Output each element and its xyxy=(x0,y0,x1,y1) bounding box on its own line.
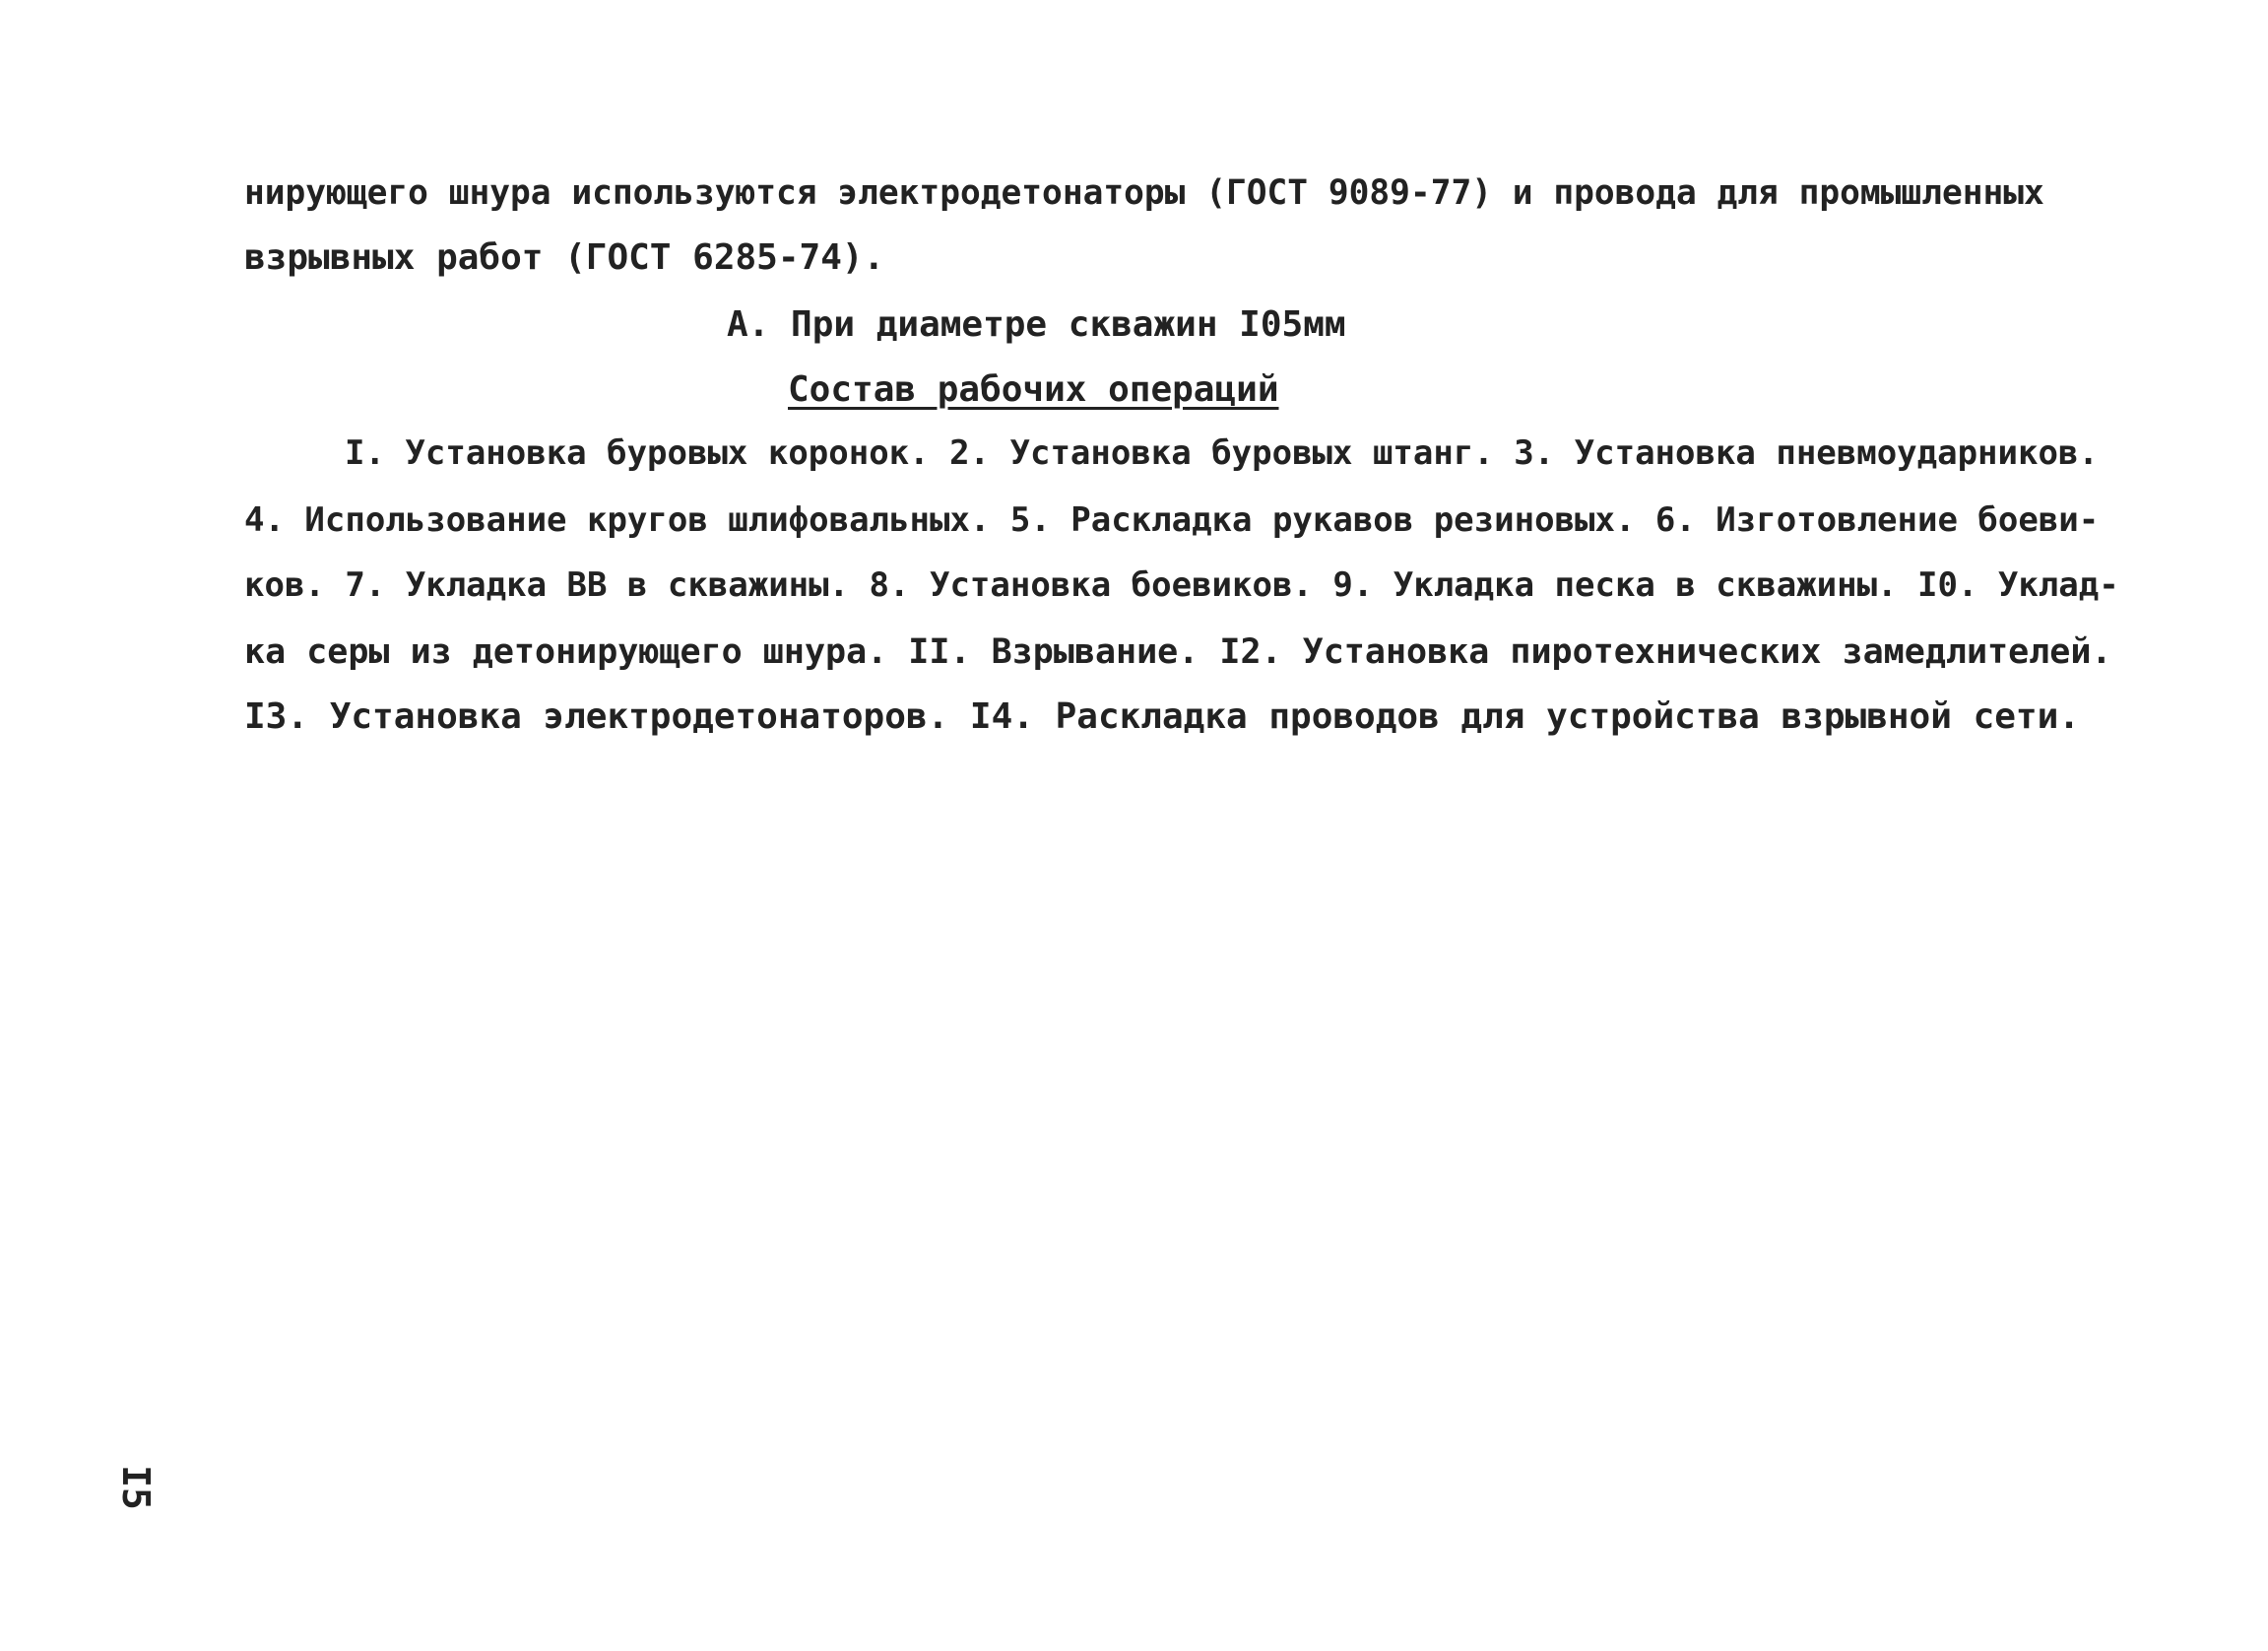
intro-line-2: взрывных работ (ГОСТ 6285-74). xyxy=(244,237,885,278)
page-number: I5 xyxy=(114,1465,158,1510)
operations-line-1: I. Установка буровых коронок. 2. Установка буровых штанг. 3. Установка пневмоударников. xyxy=(345,433,2099,473)
operations-line-4: ка серы из детонирующего шнура. II. Взрывание. I2. Установка пиротехнических замедлителей. xyxy=(244,632,2112,672)
operations-line-5: I3. Установка электродетонаторов. I4. Раскладка проводов для устройства взрывной сети. xyxy=(244,696,2080,737)
operations-line-3: ков. 7. Укладка ВВ в скважины. 8. Установка боевиков. 9. Укладка песка в скважины. I0. Уклад- xyxy=(244,565,2119,605)
subsection-title: Состав рабочих операций xyxy=(788,369,1279,410)
section-title: А. При диаметре скважин I05мм xyxy=(727,304,1346,345)
intro-line-1: нирующего шнура используются электродетонаторы (ГОСТ 9089-77) и провода для промышленных xyxy=(244,173,2044,213)
operations-line-2: 4. Использование кругов шлифовальных. 5. Раскладка рукавов резиновых. 6. Изготовление боеви- xyxy=(244,500,2100,540)
